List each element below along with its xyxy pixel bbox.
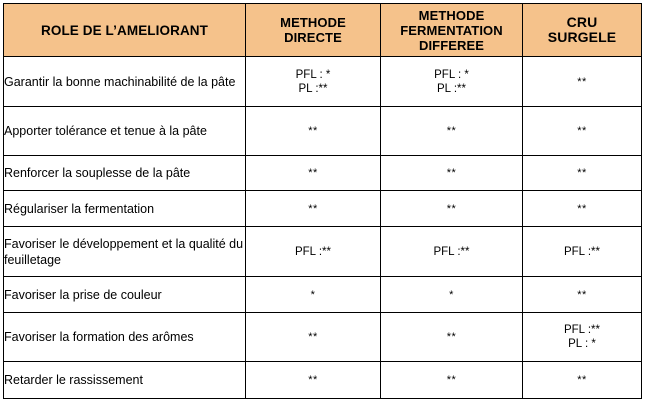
differee-cell <box>381 191 523 227</box>
table-row <box>4 227 642 277</box>
cell-value: ** <box>577 288 587 301</box>
ameliorant-table <box>3 3 642 399</box>
cell-value: PL : * <box>568 338 596 350</box>
differee-cell <box>381 227 523 277</box>
header-role-label: ROLE DE L’AMELIORANT <box>41 22 208 38</box>
differee-cell <box>381 156 523 191</box>
cell-value: PFL :** <box>294 245 331 258</box>
table-row <box>4 191 642 227</box>
cru-cell <box>523 156 642 191</box>
cell-value: PL :** <box>437 82 466 95</box>
directe-cell <box>246 362 381 399</box>
differee-cell <box>381 107 523 156</box>
cell-value: ** <box>308 202 318 215</box>
cell-value: ** <box>577 167 587 179</box>
cell-value: ** <box>308 125 318 137</box>
cell-value: PFL :** <box>433 245 470 258</box>
directe-cell <box>246 313 381 362</box>
header-directe-line: METHODE <box>280 15 346 30</box>
cell-value: PFL :** <box>563 245 600 258</box>
cell-value: ** <box>577 125 587 137</box>
cell-value: PFL : * <box>434 68 469 81</box>
cell-value: ** <box>308 167 318 179</box>
directe-cell <box>246 277 381 313</box>
role-cell: Favoriser la formation des arômes <box>4 313 246 362</box>
cell-value: ** <box>446 167 457 179</box>
cell-value: ** <box>446 125 457 137</box>
cell-value: ** <box>446 331 457 343</box>
cell-value: ** <box>577 75 587 88</box>
cell-value: ** <box>577 374 587 386</box>
cell-value: ** <box>577 202 587 215</box>
cru-cell <box>523 277 642 313</box>
table-row <box>4 313 642 362</box>
header-cru-line: SURGELE <box>547 29 617 45</box>
header-cru-surgele <box>523 4 642 57</box>
role-cell: Garantir la bonne machinabilité de la pâte <box>4 57 246 107</box>
differee-cell <box>381 313 523 362</box>
differee-cell <box>381 277 523 313</box>
table-row <box>4 362 642 399</box>
cru-cell <box>523 313 642 362</box>
directe-cell <box>246 227 381 277</box>
directe-cell <box>246 57 381 107</box>
cell-value: PL :** <box>298 82 328 95</box>
cru-cell <box>523 227 642 277</box>
role-cell: Régulariser la fermentation <box>4 191 246 227</box>
cell-value: ** <box>308 374 318 386</box>
role-cell: Retarder le rassissement <box>4 362 246 399</box>
directe-cell <box>246 156 381 191</box>
table-row <box>4 107 642 156</box>
cell-value: ** <box>308 331 318 343</box>
cell-value: PFL : * <box>295 68 331 81</box>
header-cru-line: CRU <box>566 14 598 30</box>
cru-cell <box>523 362 642 399</box>
role-cell: Renforcer la souplesse de la pâte <box>4 156 246 191</box>
role-cell: Favoriser le développement et la qualité du feuilletage <box>4 227 246 277</box>
cell-value: ** <box>446 374 457 386</box>
cell-value: PFL :** <box>563 324 600 336</box>
header-differee-line: METHODE <box>418 7 485 23</box>
header-directe-line: DIRECTE <box>284 30 342 45</box>
role-cell: Apporter tolérance et tenue à la pâte <box>4 107 246 156</box>
header-methode-directe <box>246 4 381 57</box>
role-cell: Favoriser la prise de couleur <box>4 277 246 313</box>
header-role <box>4 4 246 57</box>
cru-cell <box>523 191 642 227</box>
table-row <box>4 57 642 107</box>
cru-cell <box>523 57 642 107</box>
directe-cell <box>246 191 381 227</box>
header-methode-fermentation-differee <box>381 4 523 57</box>
directe-cell <box>246 107 381 156</box>
cell-value: * <box>310 288 316 301</box>
header-differee-line: DIFFEREE <box>418 37 485 53</box>
header-differee-line: FERMENTATION <box>400 22 503 38</box>
cru-cell <box>523 107 642 156</box>
header-row <box>4 4 642 57</box>
differee-cell <box>381 362 523 399</box>
cell-value: * <box>449 288 454 301</box>
cell-value: ** <box>446 202 457 215</box>
table-row <box>4 156 642 191</box>
differee-cell <box>381 57 523 107</box>
table-row <box>4 277 642 313</box>
